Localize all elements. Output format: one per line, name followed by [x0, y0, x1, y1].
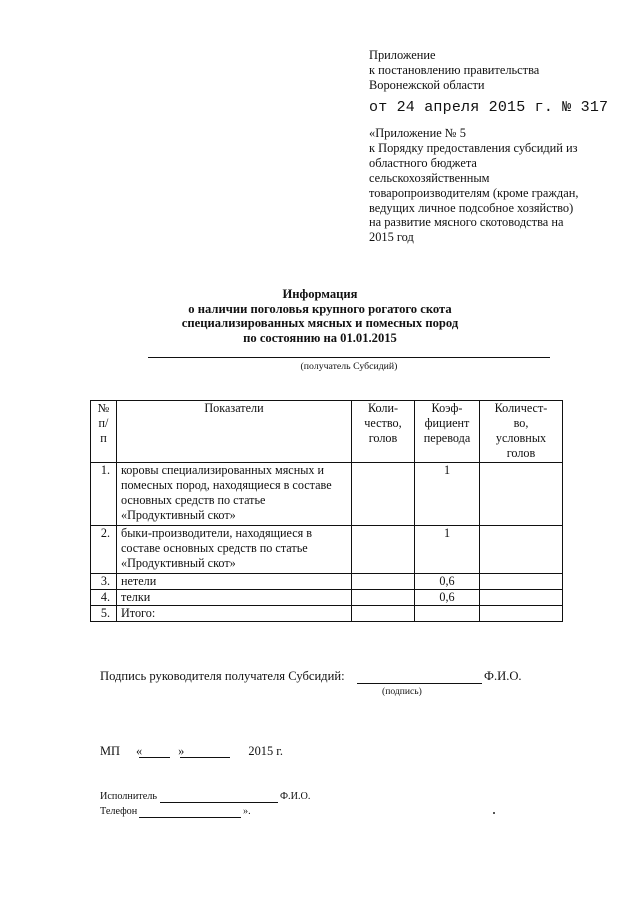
date-number-stamp: от 24 апреля 2015 г. № 317 — [369, 99, 609, 116]
header-num: № п/ п — [91, 401, 117, 463]
row-num: 4. — [91, 590, 117, 606]
signature-fio: Ф.И.О. — [484, 669, 522, 683]
row-name: нетели — [117, 574, 352, 590]
row-name: быки-производители, находящиеся в составе основных средств по статье «Продуктивный скот» — [117, 526, 352, 574]
row-qty-cell[interactable] — [352, 590, 415, 606]
header-line-2: к постановлению правительства — [369, 63, 540, 77]
quote-open: « — [135, 744, 143, 758]
row-cond-cell[interactable] — [480, 590, 563, 606]
quote-close: » — [178, 744, 185, 758]
executor-line[interactable] — [160, 802, 278, 803]
header-cond: Количест- во, условных голов — [480, 401, 563, 463]
row-num: 3. — [91, 574, 117, 590]
header-qty: Коли- чество, голов — [352, 401, 415, 463]
header-block — [369, 48, 629, 93]
appendix-line-7: на развитие мясного скотоводства на — [369, 215, 564, 230]
appendix-line-2: к Порядку предоставления субсидий из — [369, 140, 578, 155]
table-header-row — [91, 401, 563, 463]
appendix-block — [369, 126, 629, 245]
row-coef — [415, 606, 480, 622]
executor-label: Исполнитель — [100, 791, 157, 802]
row-cond-cell[interactable] — [480, 606, 563, 622]
appendix-line-3: областного бюджета — [369, 155, 477, 170]
row-name: Итого: — [117, 606, 352, 622]
row-qty-cell[interactable] — [352, 606, 415, 622]
appendix-line-1: «Приложение № 5 — [369, 126, 466, 140]
title-line-4: по состоянию на 01.01.2015 — [243, 330, 397, 345]
appendix-line-6: ведущих личное подсобное хозяйство) — [369, 200, 574, 215]
row-num: 1. — [91, 463, 117, 526]
row-coef: 1 — [415, 526, 480, 574]
row-qty-cell[interactable] — [352, 526, 415, 574]
table-row — [91, 606, 563, 622]
header-coef: Коэф- фициент перевода — [415, 401, 480, 463]
executor-fio: Ф.И.О. — [280, 791, 311, 802]
row-coef: 0,6 — [415, 574, 480, 590]
appendix-line-4: сельскохозяйственным — [369, 170, 490, 185]
appendix-line-8: 2015 год — [369, 230, 414, 245]
title-line-1: Информация — [282, 287, 358, 301]
signature-caption: (подпись) — [382, 686, 422, 697]
table-row — [91, 574, 563, 590]
header-line-3: Воронежской области — [369, 78, 485, 92]
table-row — [91, 463, 563, 526]
header-line-1: Приложение — [369, 48, 436, 62]
month-blank-line[interactable] — [180, 757, 230, 758]
row-name: телки — [117, 590, 352, 606]
speck-mark — [493, 812, 495, 814]
phone-label: Телефон — [100, 806, 138, 817]
title-line-2: о наличии поголовья крупного рогатого скота — [188, 301, 452, 316]
day-blank-line[interactable] — [139, 757, 170, 758]
row-name: коровы специализированных мясных и помесных пород, находящиеся в составе основных средств по статье «Продуктивный скот» — [117, 463, 352, 526]
phone-end: ». — [243, 806, 251, 817]
signature-line[interactable] — [357, 683, 482, 684]
row-qty-cell[interactable] — [352, 463, 415, 526]
table-row — [91, 526, 563, 574]
recipient-caption: (получатель Субсидий) — [300, 361, 398, 372]
mp-label: МП — [100, 744, 120, 758]
signature-label: Подпись руководителя получателя Субсидий: — [100, 669, 345, 683]
livestock-table — [90, 400, 563, 622]
row-cond-cell[interactable] — [480, 463, 563, 526]
row-num: 2. — [91, 526, 117, 574]
row-qty-cell[interactable] — [352, 574, 415, 590]
year-text: 2015 г. — [248, 744, 284, 758]
row-cond-cell[interactable] — [480, 526, 563, 574]
phone-line[interactable] — [139, 817, 241, 818]
row-coef: 1 — [415, 463, 480, 526]
document-title — [100, 287, 540, 345]
table-row — [91, 590, 563, 606]
row-cond-cell[interactable] — [480, 574, 563, 590]
header-name: Показатели — [117, 401, 352, 463]
appendix-line-5: товаропроизводителям (кроме граждан, — [369, 185, 579, 200]
row-coef: 0,6 — [415, 590, 480, 606]
row-num: 5. — [91, 606, 117, 622]
title-line-3: специализированных мясных и помесных пород — [181, 316, 459, 331]
recipient-line[interactable] — [148, 357, 550, 358]
